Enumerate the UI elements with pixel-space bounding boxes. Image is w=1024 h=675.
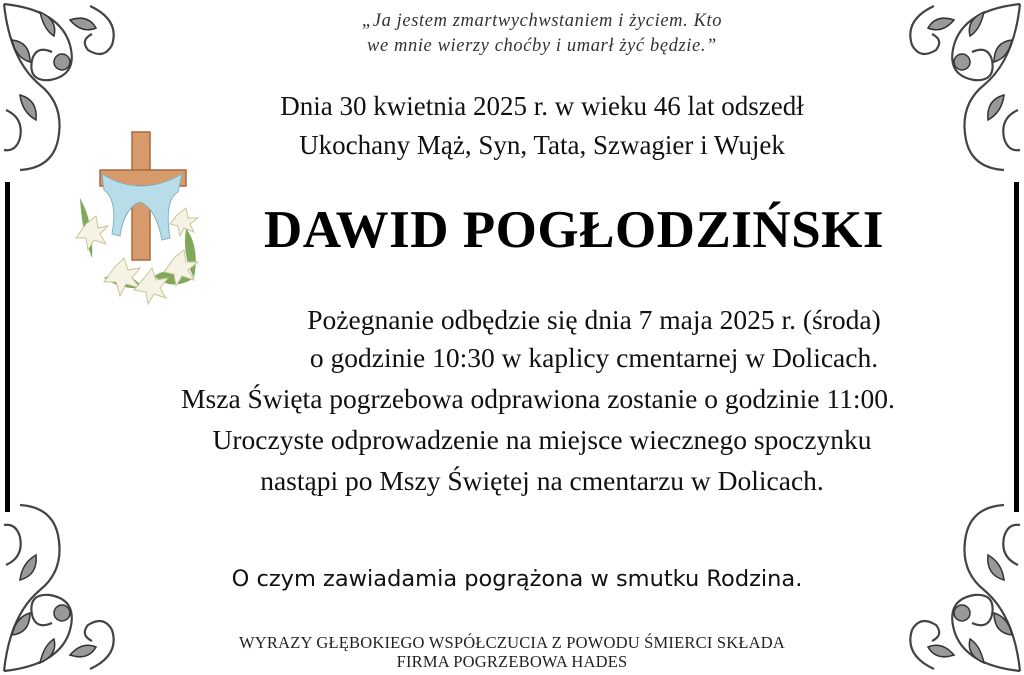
funeral-detail-line: Pożegnanie odbędzie się dnia 7 maja 2025 r. (środa) <box>307 304 881 335</box>
family-closing-line: O czym zawiadamia pogrążona w smutku Rodzina. <box>231 566 803 592</box>
left-border-bar <box>5 182 10 512</box>
deceased-name: DAWID POGŁODZIŃSKI <box>263 201 885 259</box>
bible-quote-line-1: „Ja jestem zmartwychwstaniem i życiem. Kto <box>361 11 723 31</box>
condolences-footer-line-2: FIRMA POGRZEBOWA HADES <box>396 652 628 671</box>
condolences-footer-line-1: WYRAZY GŁĘBOKIEGO WSPÓŁCZUCIA Z POWODU ŚMIERCI SKŁADA <box>239 633 785 652</box>
funeral-detail-line: Uroczyste odprowadzenie na miejsce wiecznego spoczynku <box>212 424 872 455</box>
funeral-detail-line: o godzinie 10:30 w kaplicy cmentarnej w Dolicach. <box>309 342 879 373</box>
funeral-detail-line: nastąpi po Mszy Świętej na cmentarzu w Dolicach. <box>260 465 824 496</box>
announcement-line-2: Ukochany Mąż, Syn, Tata, Szwagier i Wujek <box>299 130 785 160</box>
announcement-line-1: Dnia 30 kwietnia 2025 r. w wieku 46 lat odszedł <box>280 91 804 121</box>
bible-quote-line-2: we mnie wierzy choćby i umarł żyć będzie.” <box>367 36 717 56</box>
funeral-detail-line: Msza Święta pogrzebowa odprawiona zostanie o godzinie 11:00. <box>181 383 895 414</box>
